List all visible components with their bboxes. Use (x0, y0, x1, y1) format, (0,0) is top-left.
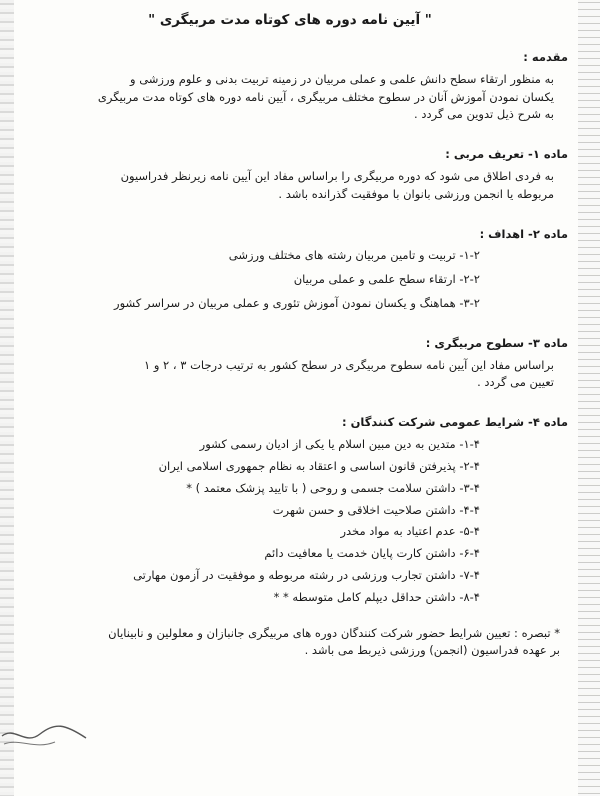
list-item: ۱-۲- تربیت و تامین مربیان رشته های مختلف ورزشی (228, 248, 480, 263)
list-item: ۳-۴- داشتن سلامت جسمی و روحی ( با تایید پزشک معتمد ) * (186, 480, 480, 495)
list-item: ۶-۴- داشتن کارت پایان خدمت یا معافیت دائم (264, 546, 480, 561)
article2-list (60, 247, 560, 312)
list-item: ۸-۴- داشتن حداقل دیپلم کامل متوسطه * * (273, 589, 480, 604)
intro-line: یکسان نمودن آموزش آنان در سطوح مختلف مربیگری ، آیین نامه دوره های کوتاه مدت مربیگری (97, 89, 554, 104)
scan-edge-right (578, 0, 600, 796)
footnote (60, 625, 560, 661)
list-item: ۵-۴- عدم اعتیاد به مواد مخدر (340, 524, 480, 539)
scan-scribble-mark (0, 716, 90, 756)
intro-paragraph (60, 71, 560, 124)
article4-heading: ماده ۴- شرایط عمومی شرکت کنندگان : (342, 415, 568, 430)
article1-line: مربوطه یا انجمن ورزشی بانوان با موفقیت گذرانده باشد . (278, 186, 554, 201)
article3-heading: ماده ۳- سطوح مربیگری : (425, 335, 568, 350)
document-title: " آیین نامه دوره های کوتاه مدت مربیگری " (148, 12, 432, 28)
article2-heading: ماده ۲- اهداف : (479, 226, 568, 241)
footnote-line: * تبصره : تعیین شرایط حضور شرکت کنندگان دوره های مربیگری جانبازان و معلولین و نابینایان (108, 625, 560, 640)
list-item: ۲-۴- پذیرفتن قانون اساسی و اعتقاد به نظام جمهوری اسلامی ایران (158, 458, 480, 473)
footnote-line: بر عهده فدراسیون (انجمن) ورزشی ذیربط می باشد . (304, 643, 560, 658)
article3-line: تعیین می گردد . (477, 375, 554, 390)
intro-line: به شرح ذیل تدوین می گردد . (414, 107, 554, 122)
intro-heading: مقدمه : (523, 49, 568, 64)
article4-list (60, 436, 560, 607)
document-body (60, 10, 568, 670)
list-item: ۷-۴- داشتن تجارب ورزشی در رشته مربوطه و موفقیت در آزمون مهارتی (133, 567, 480, 582)
article3-line: براساس مفاد این آیین نامه سطوح مربیگری در سطح کشور به ترتیب درجات ۳ ، ۲ و ۱ (143, 357, 554, 372)
article1-heading: ماده ۱- تعریف مربی : (445, 147, 568, 162)
list-item: ۳-۲- هماهنگ و یکسان نمودن آموزش تئوری و عملی مربیان در سراسر کشور (114, 296, 480, 311)
intro-line: به منظور ارتقاء سطح دانش علمی و عملی مربیان در زمینه تربیت بدنی و علوم ورزشی و (130, 71, 554, 86)
list-item: ۲-۲- ارتقاء سطح علمی و عملی مربیان (293, 272, 480, 287)
list-item: ۱-۴- متدین به دین مبین اسلام یا یکی از ادیان رسمی کشور (199, 437, 480, 452)
article1-paragraph (60, 168, 560, 204)
scan-edge-left (0, 0, 14, 796)
list-item: ۴-۴- داشتن صلاحیت اخلاقی و حسن شهرت (272, 502, 480, 517)
article1-line: به فردی اطلاق می شود که دوره مربیگری را براساس مفاد این آیین نامه زیرنظر فدراسیون (120, 168, 554, 183)
article3-paragraph (60, 357, 560, 393)
